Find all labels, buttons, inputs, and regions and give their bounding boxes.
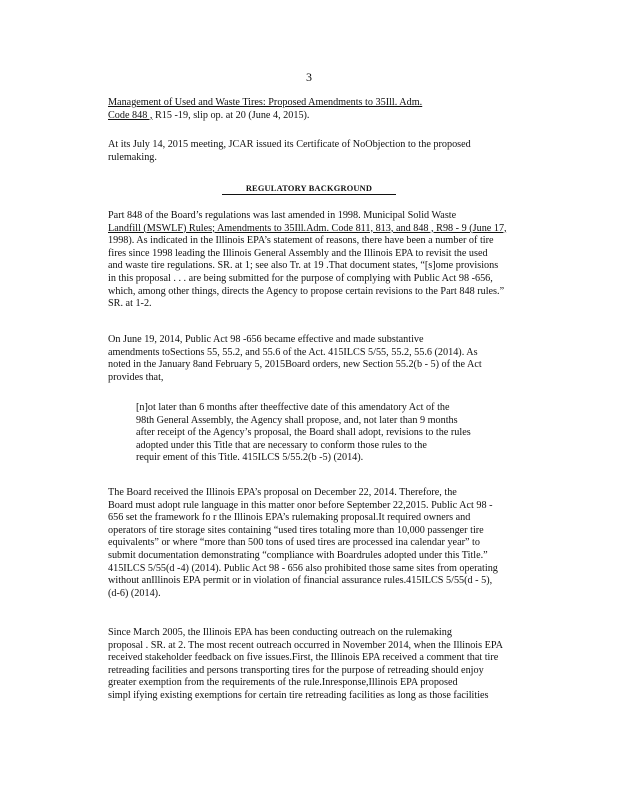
quote-line: after receipt of the Agency’s proposal, the Board shall adopt, revisions to the rules	[136, 427, 471, 439]
citation-code-underlined: Code 848 ,	[108, 109, 153, 121]
paragraph-line: and waste tire regulations. SR. at 1; see also Tr. at 19 .That document states, “[s]ome provisions	[108, 260, 499, 272]
outreach-paragraph	[108, 627, 534, 703]
paragraph-line: rulemaking.	[108, 151, 157, 163]
paragraph-line: 1998). As indicated in the Illinois EPA’s statement of reasons, there have been a number of tire	[108, 235, 494, 247]
paragraph-line: without anIllinois EPA permit or in violation of financial assurance rules.415ILCS 5/55(d - 5),	[108, 575, 493, 587]
paragraph-line: provides that,	[108, 371, 164, 383]
paragraph-line: SR. at 1-2.	[108, 298, 152, 310]
public-act-paragraph	[108, 334, 534, 384]
quote-line: [n]ot later than 6 months after theeffective date of this amendatory Act of the	[136, 402, 450, 413]
paragraph-line: proposal . SR. at 2. The most recent outreach occurred in November 2014, when the Illinois EPA	[108, 639, 503, 651]
paragraph-line: simpl ifying existing exemptions for certain tire retreading facilities as long as those facilities	[108, 689, 489, 701]
section-heading	[0, 184, 618, 195]
paragraph-line: greater exemption from the requirements of the rule.Inresponse,Illinois EPA proposed	[108, 677, 458, 689]
section-heading-text: REGULATORY BACKGROUND	[222, 184, 396, 195]
paragraph-line: 415ILCS 5/55(d -4) (2014). Public Act 98 - 656 also prohibited those same sites from operating	[108, 562, 498, 574]
board-received-paragraph	[108, 487, 534, 600]
paragraph-line: Part 848 of the Board’s regulations was last amended in 1998. Municipal Solid Waste	[108, 210, 457, 221]
paragraph-line: At its July 14, 2015 meeting, JCAR issued its Certificate of NoObjection to the proposed	[108, 139, 471, 150]
paragraph-line: which, among other things, directs the Agency to propose certain revisions to the Part 848 rules.”	[108, 285, 505, 297]
citation-code-rest: R15 -19, slip op. at 20 (June 4, 2015).	[152, 109, 310, 121]
paragraph-line: amendments toSections 55, 55.2, and 55.6 of the Act. 415ILCS 5/55, 55.2, 55.6 (2014). As	[108, 346, 478, 358]
paragraph-line: The Board received the Illinois EPA’s proposal on December 22, 2014. Therefore, the	[108, 487, 457, 498]
paragraph-line: in this proposal . . . are being submitted for the purpose of complying with Public Act 98 -656,	[108, 272, 493, 284]
paragraph-line: retreading facilities and persons transporting tires for the purpose of retreading should enjoy	[108, 664, 484, 676]
citation-line	[108, 110, 534, 123]
statute-quote	[136, 402, 506, 465]
quote-line: 98th General Assembly, the Agency shall propose, and, not later than 9 months	[136, 414, 458, 426]
top-citation	[108, 97, 534, 122]
paragraph-line: Board must adopt rule language in this matter onor before September 22,2015. Public Act 98 -	[108, 499, 493, 511]
page-number: 3	[306, 70, 312, 84]
paragraph-line: fires since 1998 leading the Illinois General Assembly and the Illinois EPA to revisit the used	[108, 247, 488, 259]
paragraph-line: 656 set the framework fo r the Illinois EPA’s rulemaking proposal.It required owners and	[108, 512, 471, 524]
paragraph-line: operators of tire storage sites containing “used tires totaling more than 10,000 passenger tire	[108, 524, 484, 536]
paragraph-line: Since March 2005, the Illinois EPA has been conducting outreach on the rulemaking	[108, 627, 452, 638]
paragraph-line: On June 19, 2014, Public Act 98 -656 became effective and made substantive	[108, 334, 424, 345]
paragraph-line: received stakeholder feedback on five issues.First, the Illinois EPA received a comment that tire	[108, 652, 499, 664]
paragraph-line: noted in the January 8and February 5, 2015Board orders, new Section 55.2(b - 5) of the Act	[108, 359, 482, 371]
paragraph-line: equivalents” or where “more than 500 tons of used tires are processed ina calendar year” to	[108, 537, 480, 549]
paragraph-line: Landfill (MSWLF) Rules; Amendments to 35Ill.Adm. Code 811, 813, and 848 , R98 - 9 (June 17,	[108, 222, 507, 234]
quote-line: adopted under this Title that are necessary to conform those rules to the	[136, 439, 427, 451]
part-848-paragraph	[108, 210, 534, 311]
quote-line: requir ement of this Title. 415ILCS 5/55.2(b -5) (2014).	[136, 452, 364, 464]
paragraph-line: submit documentation demonstrating “compliance with Boardrules adopted under this Title.”	[108, 549, 488, 561]
jcar-paragraph	[108, 139, 534, 164]
citation-line: Management of Used and Waste Tires: Proposed Amendments to 35Ill. Adm.	[108, 97, 423, 108]
paragraph-line: (d-6) (2014).	[108, 587, 161, 599]
